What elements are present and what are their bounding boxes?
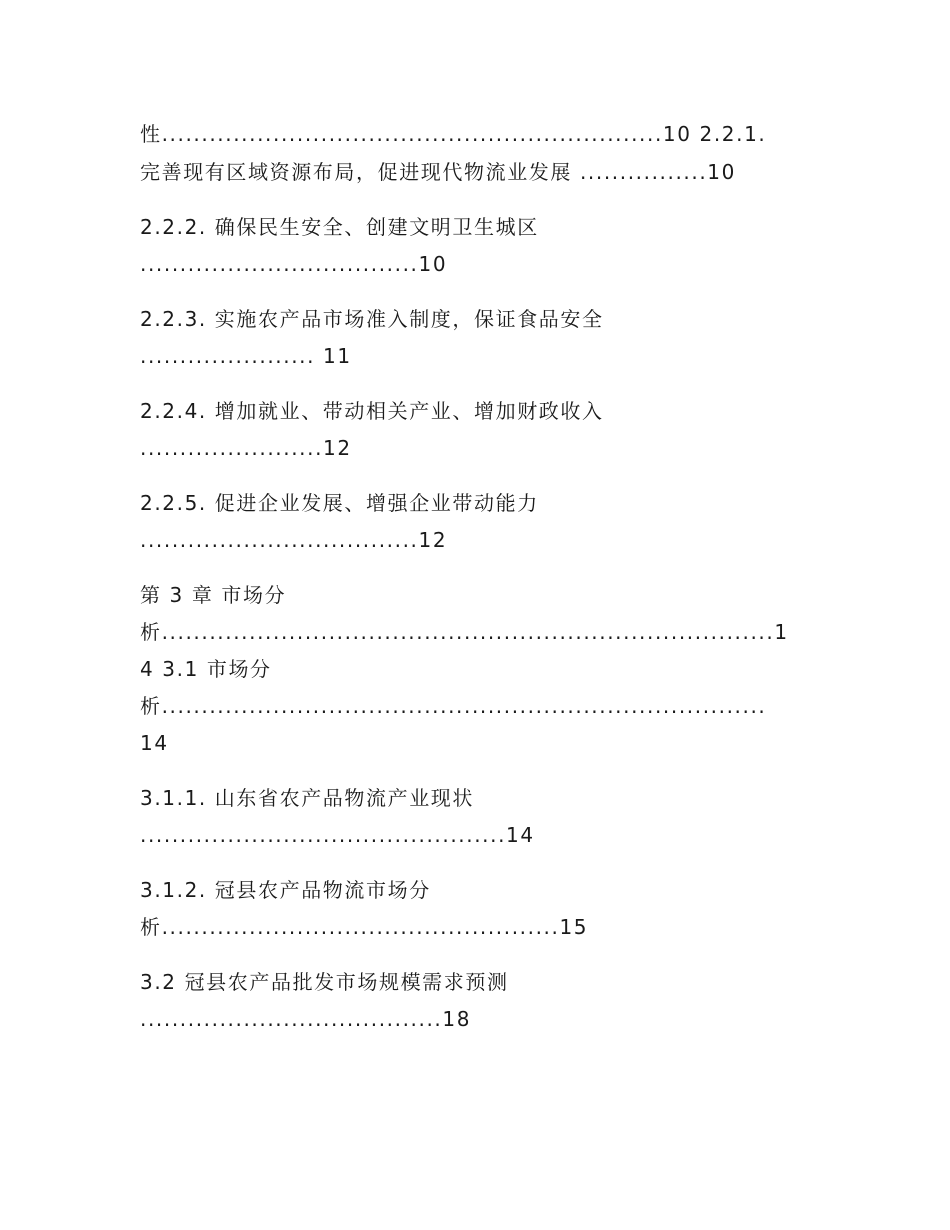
toc-line: 3.2 冠县农产品批发市场规模需求预测 — [140, 970, 509, 994]
toc-line: 3.1.1. 山东省农产品物流产业现状 — [140, 786, 475, 810]
toc-line: ...................................10 — [140, 252, 448, 276]
toc-line: ...................................12 — [140, 528, 448, 552]
toc-line: 2.2.2. 确保民生安全、创建文明卫生城区 — [140, 215, 539, 239]
toc-line: ..............................................14 — [140, 823, 535, 847]
toc-line: 第 3 章 市场分 — [140, 583, 287, 607]
toc-line: 析.............................................................................1 — [140, 620, 789, 644]
toc-line: 2.2.5. 促进企业发展、增强企业带动能力 — [140, 491, 539, 515]
toc-line: 析............................................................................ — [140, 694, 767, 718]
toc-line: 性...............................................................10 2.2.1. — [140, 122, 767, 146]
toc-line: ...................... 11 — [140, 344, 352, 368]
toc-line: ......................................18 — [140, 1007, 472, 1031]
toc-line: 14 — [140, 731, 169, 755]
toc-line: 完善现有区域资源布局，促进现代物流业发展 ................10 — [140, 160, 736, 184]
toc-line: 2.2.4. 增加就业、带动相关产业、增加财政收入 — [140, 399, 604, 423]
toc-line: 析..................................................15 — [140, 915, 589, 939]
toc-line: 4 3.1 市场分 — [140, 657, 272, 681]
toc-line: .......................12 — [140, 436, 352, 460]
toc-line: 2.2.3. 实施农产品市场准入制度，保证食品安全 — [140, 307, 604, 331]
toc-line: 3.1.2. 冠县农产品物流市场分 — [140, 878, 431, 902]
